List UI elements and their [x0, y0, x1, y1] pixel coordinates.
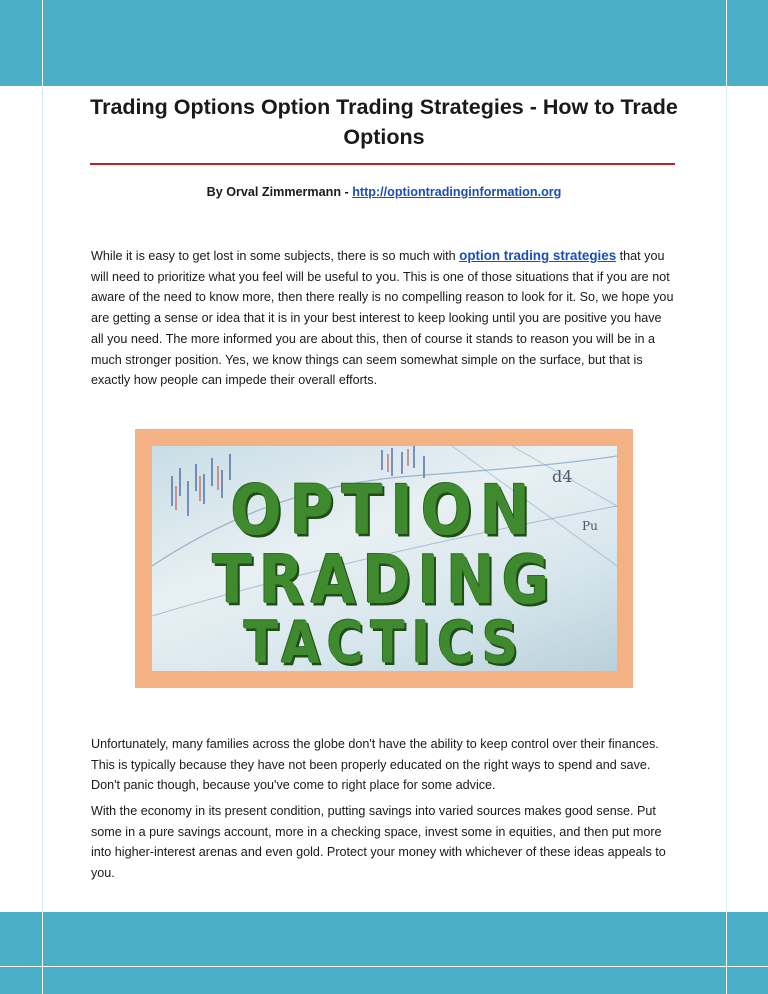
paragraph-savings: With the economy in its present condition, putting savings into varied sources makes good sense. Put some in a pure savings account, more in a checking space, invest some in equities, and then put more into higher-interest arenas and even gold. Protect your money with whichever of these ideas appeals to you.: [91, 804, 666, 881]
page-margin-line: [42, 86, 43, 912]
banner-word-option: OPTION: [230, 470, 539, 552]
frame-divider: [0, 966, 768, 967]
paragraph-text: While it is easy to get lost in some subjects, there is so much with: [91, 249, 460, 263]
byline-link[interactable]: http://optiontradinginformation.org: [352, 185, 562, 199]
paragraph-text: that you will need to prioritize what you feel will be useful to you. This is one of those situations that if you are not aware of the need to know more, then there really is no compelling reason to look for it. So, we hope you are getting a sense or idea that it is in your best interest to keep looking until you are positive you have all you need. The more informed you are about this, then of course it stands to reason you will be in a much stronger position. Yes, we know things can seem somewhat simple on the surface, but that is exactly how people can impede their overall efforts.: [91, 249, 674, 388]
option-trading-strategies-link[interactable]: option trading strategies: [459, 248, 617, 263]
banner-word-tactics: TACTICS: [244, 609, 525, 671]
top-frame-band: [0, 0, 768, 86]
page-margin-line: [726, 86, 727, 912]
chart-label-pu: Pu: [582, 519, 598, 533]
frame-divider: [42, 912, 43, 994]
chart-background: [152, 446, 617, 671]
frame-divider: [726, 0, 727, 86]
paragraph-intro: [91, 246, 677, 391]
title-underline: [90, 163, 675, 165]
byline: [0, 185, 768, 199]
banner-word-trading: TRADING: [212, 540, 557, 620]
document-title: Trading Options Option Trading Strategies - How to Trade Options: [90, 95, 678, 149]
byline-author: By Orval Zimmermann -: [206, 185, 353, 199]
frame-divider: [42, 0, 43, 86]
paragraph-finances: Unfortunately, many families across the globe don't have the ability to keep control over their finances. This is typically because they have not been properly educated on the right ways to spend and save. Don't panic though, because you've come to right place for some advice.: [91, 737, 659, 793]
bottom-frame-band: [0, 912, 768, 994]
chart-label-d4: d4: [552, 467, 573, 486]
frame-divider: [726, 912, 727, 994]
option-trading-tactics-image: [135, 429, 633, 688]
